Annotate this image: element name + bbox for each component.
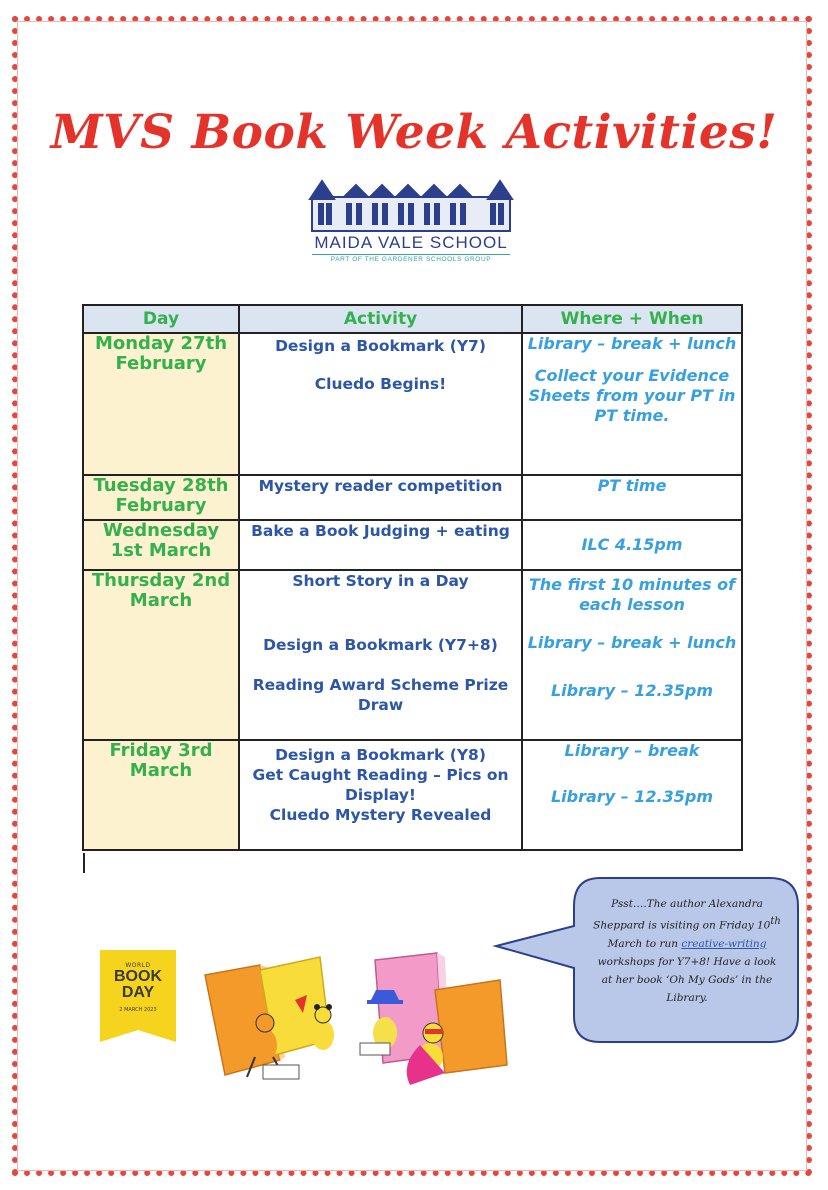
activity-item: Reading Award Scheme Prize Draw xyxy=(252,676,509,714)
day-cell: Friday 3rd March xyxy=(83,740,239,850)
header-day: Day xyxy=(83,305,239,333)
table-row xyxy=(83,570,742,740)
where-cell xyxy=(522,740,742,850)
where-item: Library – break + lunch xyxy=(527,633,737,652)
activity-item: Design a Bookmark (Y7+8) xyxy=(263,636,498,654)
activity-cell: Bake a Book Judging + eating xyxy=(239,520,522,570)
day-cell: Monday 27th February xyxy=(83,333,239,475)
where-cell xyxy=(522,520,742,570)
wbd-date: 2 MARCH 2023 xyxy=(119,1007,157,1013)
where-cell: PT time xyxy=(522,475,742,520)
wbd-line3: DAY xyxy=(121,984,155,1001)
activity-cell xyxy=(239,570,522,740)
activity-cell xyxy=(239,740,522,850)
activity-item: Design a Bookmark (Y7) xyxy=(275,337,486,355)
school-subtitle: PART OF THE GARDENER SCHOOLS GROUP xyxy=(330,256,492,263)
bubble-text xyxy=(592,895,782,1007)
where-item: ILC 4.15pm xyxy=(581,535,683,554)
table-row xyxy=(83,740,742,850)
activity-item: Design a Bookmark (Y8) xyxy=(275,746,486,764)
bubble-text-part1: Psst….The author Alexandra Sheppard is visiting on Friday 10 xyxy=(593,898,771,932)
bubble-link[interactable]: creative-writing xyxy=(681,937,767,950)
table-row xyxy=(83,520,742,570)
activity-item: Get Caught Reading – Pics on Display! xyxy=(252,766,509,804)
header-where-when: Where + When xyxy=(522,305,742,333)
header-activity: Activity xyxy=(239,305,522,333)
activity-item: Short Story in a Day xyxy=(292,572,469,590)
where-item: Library – break xyxy=(564,741,700,760)
where-item: Library – 12.35pm xyxy=(550,787,713,806)
schedule-table xyxy=(82,304,743,851)
day-cell: Thursday 2nd March xyxy=(83,570,239,740)
world-book-day-text xyxy=(100,962,176,1013)
day-cell: Wednesday 1st March xyxy=(83,520,239,570)
day-cell: Tuesday 28th February xyxy=(83,475,239,520)
table-row xyxy=(83,333,742,475)
book-characters-illustration xyxy=(195,945,515,1095)
bubble-text-part2: March to run xyxy=(607,937,682,950)
bubble-text-sup: th xyxy=(770,916,781,927)
logo-divider xyxy=(312,254,510,255)
where-cell xyxy=(522,333,742,475)
page-title: MVS Book Week Activities! xyxy=(50,105,778,160)
where-cell xyxy=(522,570,742,740)
activity-item: Cluedo Mystery Revealed xyxy=(269,806,492,824)
wbd-line2: BOOK xyxy=(114,968,162,985)
wbd-line1: WORLD xyxy=(125,962,151,969)
activity-cell xyxy=(239,333,522,475)
activity-item: Cluedo Begins! xyxy=(314,375,447,393)
bubble-text-part3: workshops for Y7+8! Have a look at her book ‘Oh My Gods’ in the Library. xyxy=(597,955,777,1004)
table-row xyxy=(83,475,742,520)
table-stub-line xyxy=(83,853,85,873)
where-item: Library – break + lunch xyxy=(527,334,737,353)
school-name: MAIDA VALE SCHOOL xyxy=(314,233,508,252)
table-header-row xyxy=(83,305,742,333)
where-item: Library – 12.35pm xyxy=(550,681,713,700)
where-item: The first 10 minutes of each lesson xyxy=(528,575,736,614)
activity-cell: Mystery reader competition xyxy=(239,475,522,520)
where-item: Collect your Evidence Sheets from your PT in PT time. xyxy=(528,366,736,425)
